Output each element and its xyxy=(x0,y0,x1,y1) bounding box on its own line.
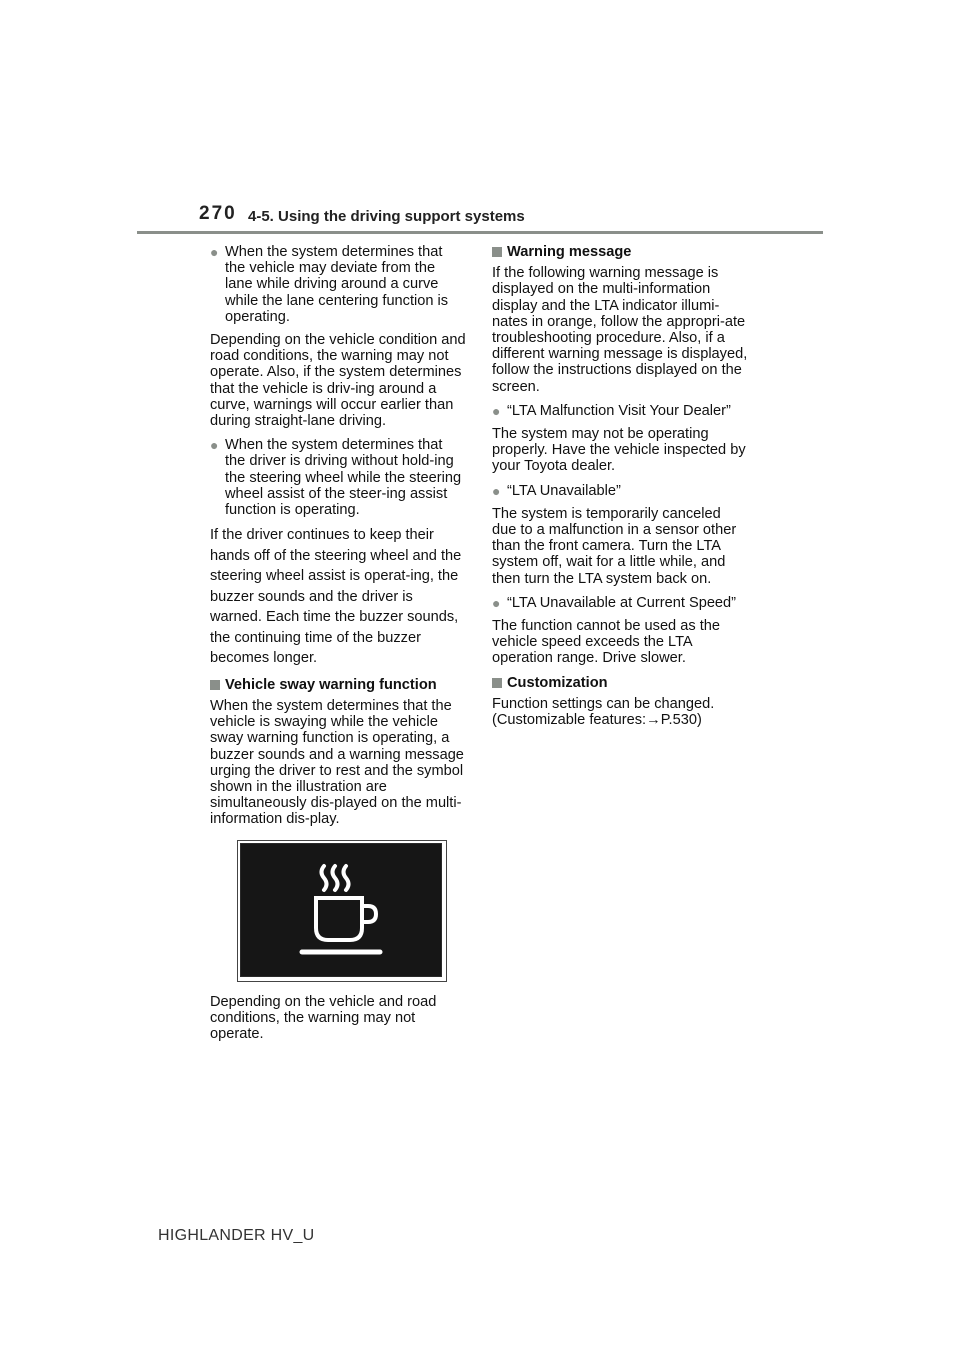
bullet-dot-icon: ● xyxy=(492,482,501,499)
subheading-customization xyxy=(492,675,748,691)
bullet-dot-icon: ● xyxy=(492,402,501,419)
subheading-text: Warning message xyxy=(507,244,632,260)
header-divider xyxy=(137,231,823,234)
bullet-item xyxy=(492,483,748,499)
page-number: 270 xyxy=(199,203,237,224)
square-marker-icon xyxy=(210,680,220,690)
bullet-text: When the system determines that the vehicle may deviate from the lane while driving around a curve while the lane centering function is operating. xyxy=(225,244,449,325)
bullet-text: When the system determines that the driver is driving without hold-ing the steering wheel while the steering wheel assist of the steer-ing assist function is operating. xyxy=(225,437,462,519)
bullet-item xyxy=(210,244,466,325)
square-marker-icon xyxy=(492,247,502,257)
bullet-dot-icon: ● xyxy=(492,594,501,611)
bullet-item xyxy=(492,595,748,611)
bullet-item xyxy=(492,403,748,419)
paragraph: The function cannot be used as the vehicle speed exceeds the LTA operation range. Drive slower. xyxy=(492,618,720,667)
coffee-cup-icon-svg xyxy=(286,860,396,960)
bullet-dot-icon: ● xyxy=(210,437,219,454)
paragraph: If the following warning message is displayed on the multi-information display and the LTA indicator illumi-nates in orange, follow the appropri-ate troubleshooting procedure. Also, if a different warning message is displayed, follow the instructions displayed on the screen. xyxy=(492,265,748,395)
subheading-text: Vehicle sway warning function xyxy=(225,676,437,693)
coffee-cup-icon xyxy=(240,843,442,977)
right-column xyxy=(492,244,748,736)
paragraph: When the system determines that the vehicle is swaying while the vehicle sway warning function is operating, a buzzer sounds and a warning message urging the driver to rest and the symbol shown in the illustration are simultaneously dis-played on the multi-information dis-play. xyxy=(210,697,464,828)
bullet-text: “LTA Unavailable” xyxy=(507,482,621,499)
paragraph: Depending on the vehicle condition and road conditions, the warning may not operate. Also, if the system determines that the vehicle is driv-ing around a curve, warnings will occur earlier than during straight-lane driving. xyxy=(210,332,466,430)
subheading-warning-message xyxy=(492,244,748,260)
bullet-text: “LTA Malfunction Visit Your Dealer” xyxy=(507,402,731,419)
paragraph: The system may not be operating properly. Have the vehicle inspected by your Toyota dealer. xyxy=(492,426,746,475)
paragraph: If the driver continues to keep their hands off of the steering wheel and the steering wheel assist is operat-ing, the buzzer sounds and the driver is warned. Each time the buzzer sounds, the continuing time of the buzzer becomes longer. xyxy=(210,527,462,667)
subheading-text: Customization xyxy=(507,674,608,691)
paragraph: Depending on the vehicle and road conditions, the warning may not operate. xyxy=(210,993,437,1042)
square-marker-icon xyxy=(492,678,502,688)
subheading-sway-warning xyxy=(210,677,466,693)
bullet-dot-icon: ● xyxy=(210,244,219,260)
bullet-item xyxy=(210,437,466,518)
paragraph: The system is temporarily canceled due to a malfunction in a sensor other than the front camera. Turn the LTA system off, wait for a little while, and then turn the LTA system back on. xyxy=(492,505,737,587)
bullet-text: “LTA Unavailable at Current Speed” xyxy=(507,594,737,611)
paragraph: Function settings can be changed. (Customizable features:→P.530) xyxy=(492,695,715,729)
left-column xyxy=(210,244,466,1050)
footer-model-label: HIGHLANDER HV_U xyxy=(158,1227,315,1244)
figure-frame xyxy=(237,840,447,982)
section-title: 4-5. Using the driving support systems xyxy=(248,208,525,225)
